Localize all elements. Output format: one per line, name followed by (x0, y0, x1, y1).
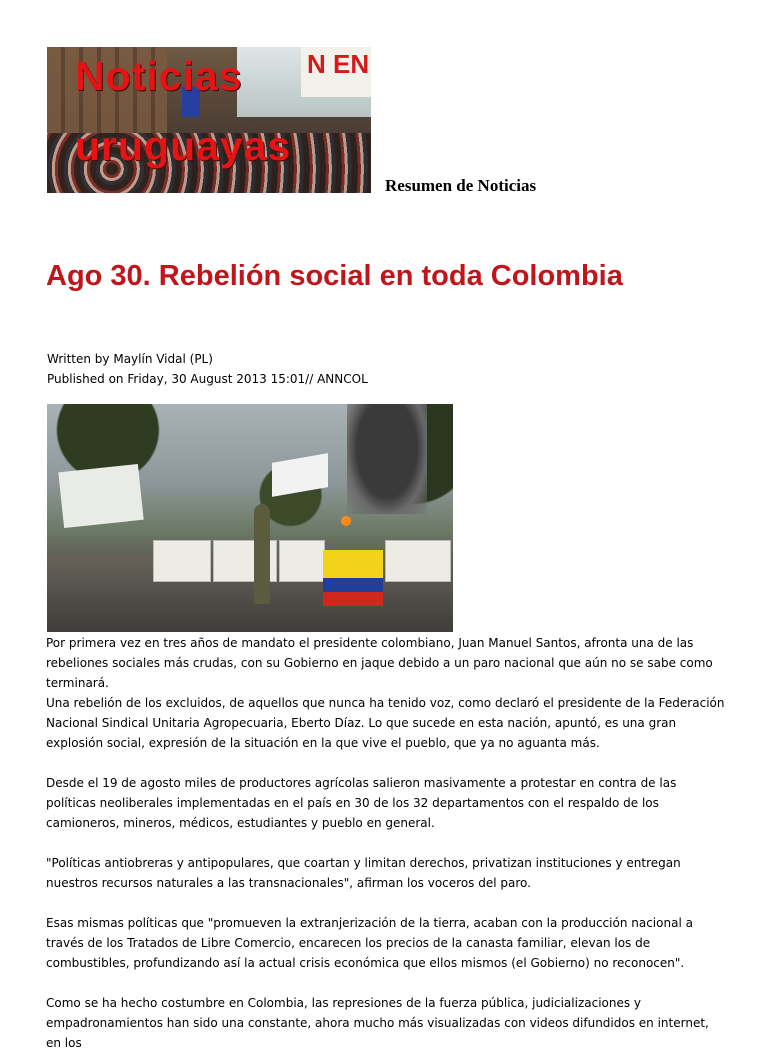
banner-sign-text: N EN (307, 49, 370, 79)
article-photo (47, 404, 453, 632)
photo-sign-sheet (153, 540, 211, 582)
article-author: Written by Maylín Vidal (PL) (47, 352, 213, 366)
section-label: Resumen de Noticias (385, 176, 537, 195)
photo-colombian-flag (323, 550, 383, 606)
banner-protest-sign (301, 47, 371, 97)
banner-title-line2: uruguayas (75, 123, 292, 169)
article-paragraph: Una rebelión de los excluidos, de aquellos que nunca ha tenido voz, como declaró el presidente de la Federación Nacional Sindical Unitaria Agropecuaria, Eberto Díaz. Lo que sucede en esta nación, apuntó, es una gran explosión social, expresión de la situación en la que vive el pueblo, que ya no aguanta más. (46, 696, 725, 750)
article-paragraph: Esas mismas políticas que "promueven la extranjerización de la tierra, acaban con la producción nacional a través de los Tratados de Libre Comercio, encarecen los precios de la canasta familiar, elevan los de combustibles, profundizando así la actual crisis económica que ellos mismos (el Gobierno) no reconocen". (46, 916, 693, 970)
article-paragraph: Por primera vez en tres años de mandato el presidente colombiano, Juan Manuel Santos, afronta una de las rebeliones sociales más crudas, con su Gobierno en jaque debido a un paro nacional que aún no se sabe como terminará. (46, 636, 713, 690)
site-banner-image[interactable] (47, 47, 371, 193)
photo-sign-sheet (279, 540, 325, 582)
photo-smoke (347, 404, 427, 514)
article-paragraph: Desde el 19 de agosto miles de productores agrícolas salieron masivamente a protestar en contra de las políticas neoliberales implementadas en el país en 30 de los 32 departamentos con el respaldo de los camioneros, mineros, médicos, estudiantes y pueblo en general. (46, 776, 677, 830)
article-title: Ago 30. Rebelión social en toda Colombia (46, 260, 623, 292)
banner-title-line1: Noticias (75, 53, 243, 99)
article-published: Published on Friday, 30 August 2013 15:01// ANNCOL (47, 372, 368, 386)
article-paragraph: "Políticas antiobreras y antipopulares, que coartan y limitan derechos, privatizan instituciones y entregan nuestros recursos naturales a las transnacionales", afirman los voceros del paro. (46, 856, 681, 890)
photo-person (254, 504, 270, 604)
photo-fire (341, 516, 351, 526)
photo-sign-sheet (385, 540, 451, 582)
article-paragraph: Como se ha hecho costumbre en Colombia, las represiones de la fuerza pública, judicializaciones y empadronamientos han sido una constante, ahora mucho más visualizadas con videos difundidos en internet, en los (46, 996, 709, 1050)
photo-protest-banner (58, 464, 143, 528)
article-body (46, 633, 726, 1053)
